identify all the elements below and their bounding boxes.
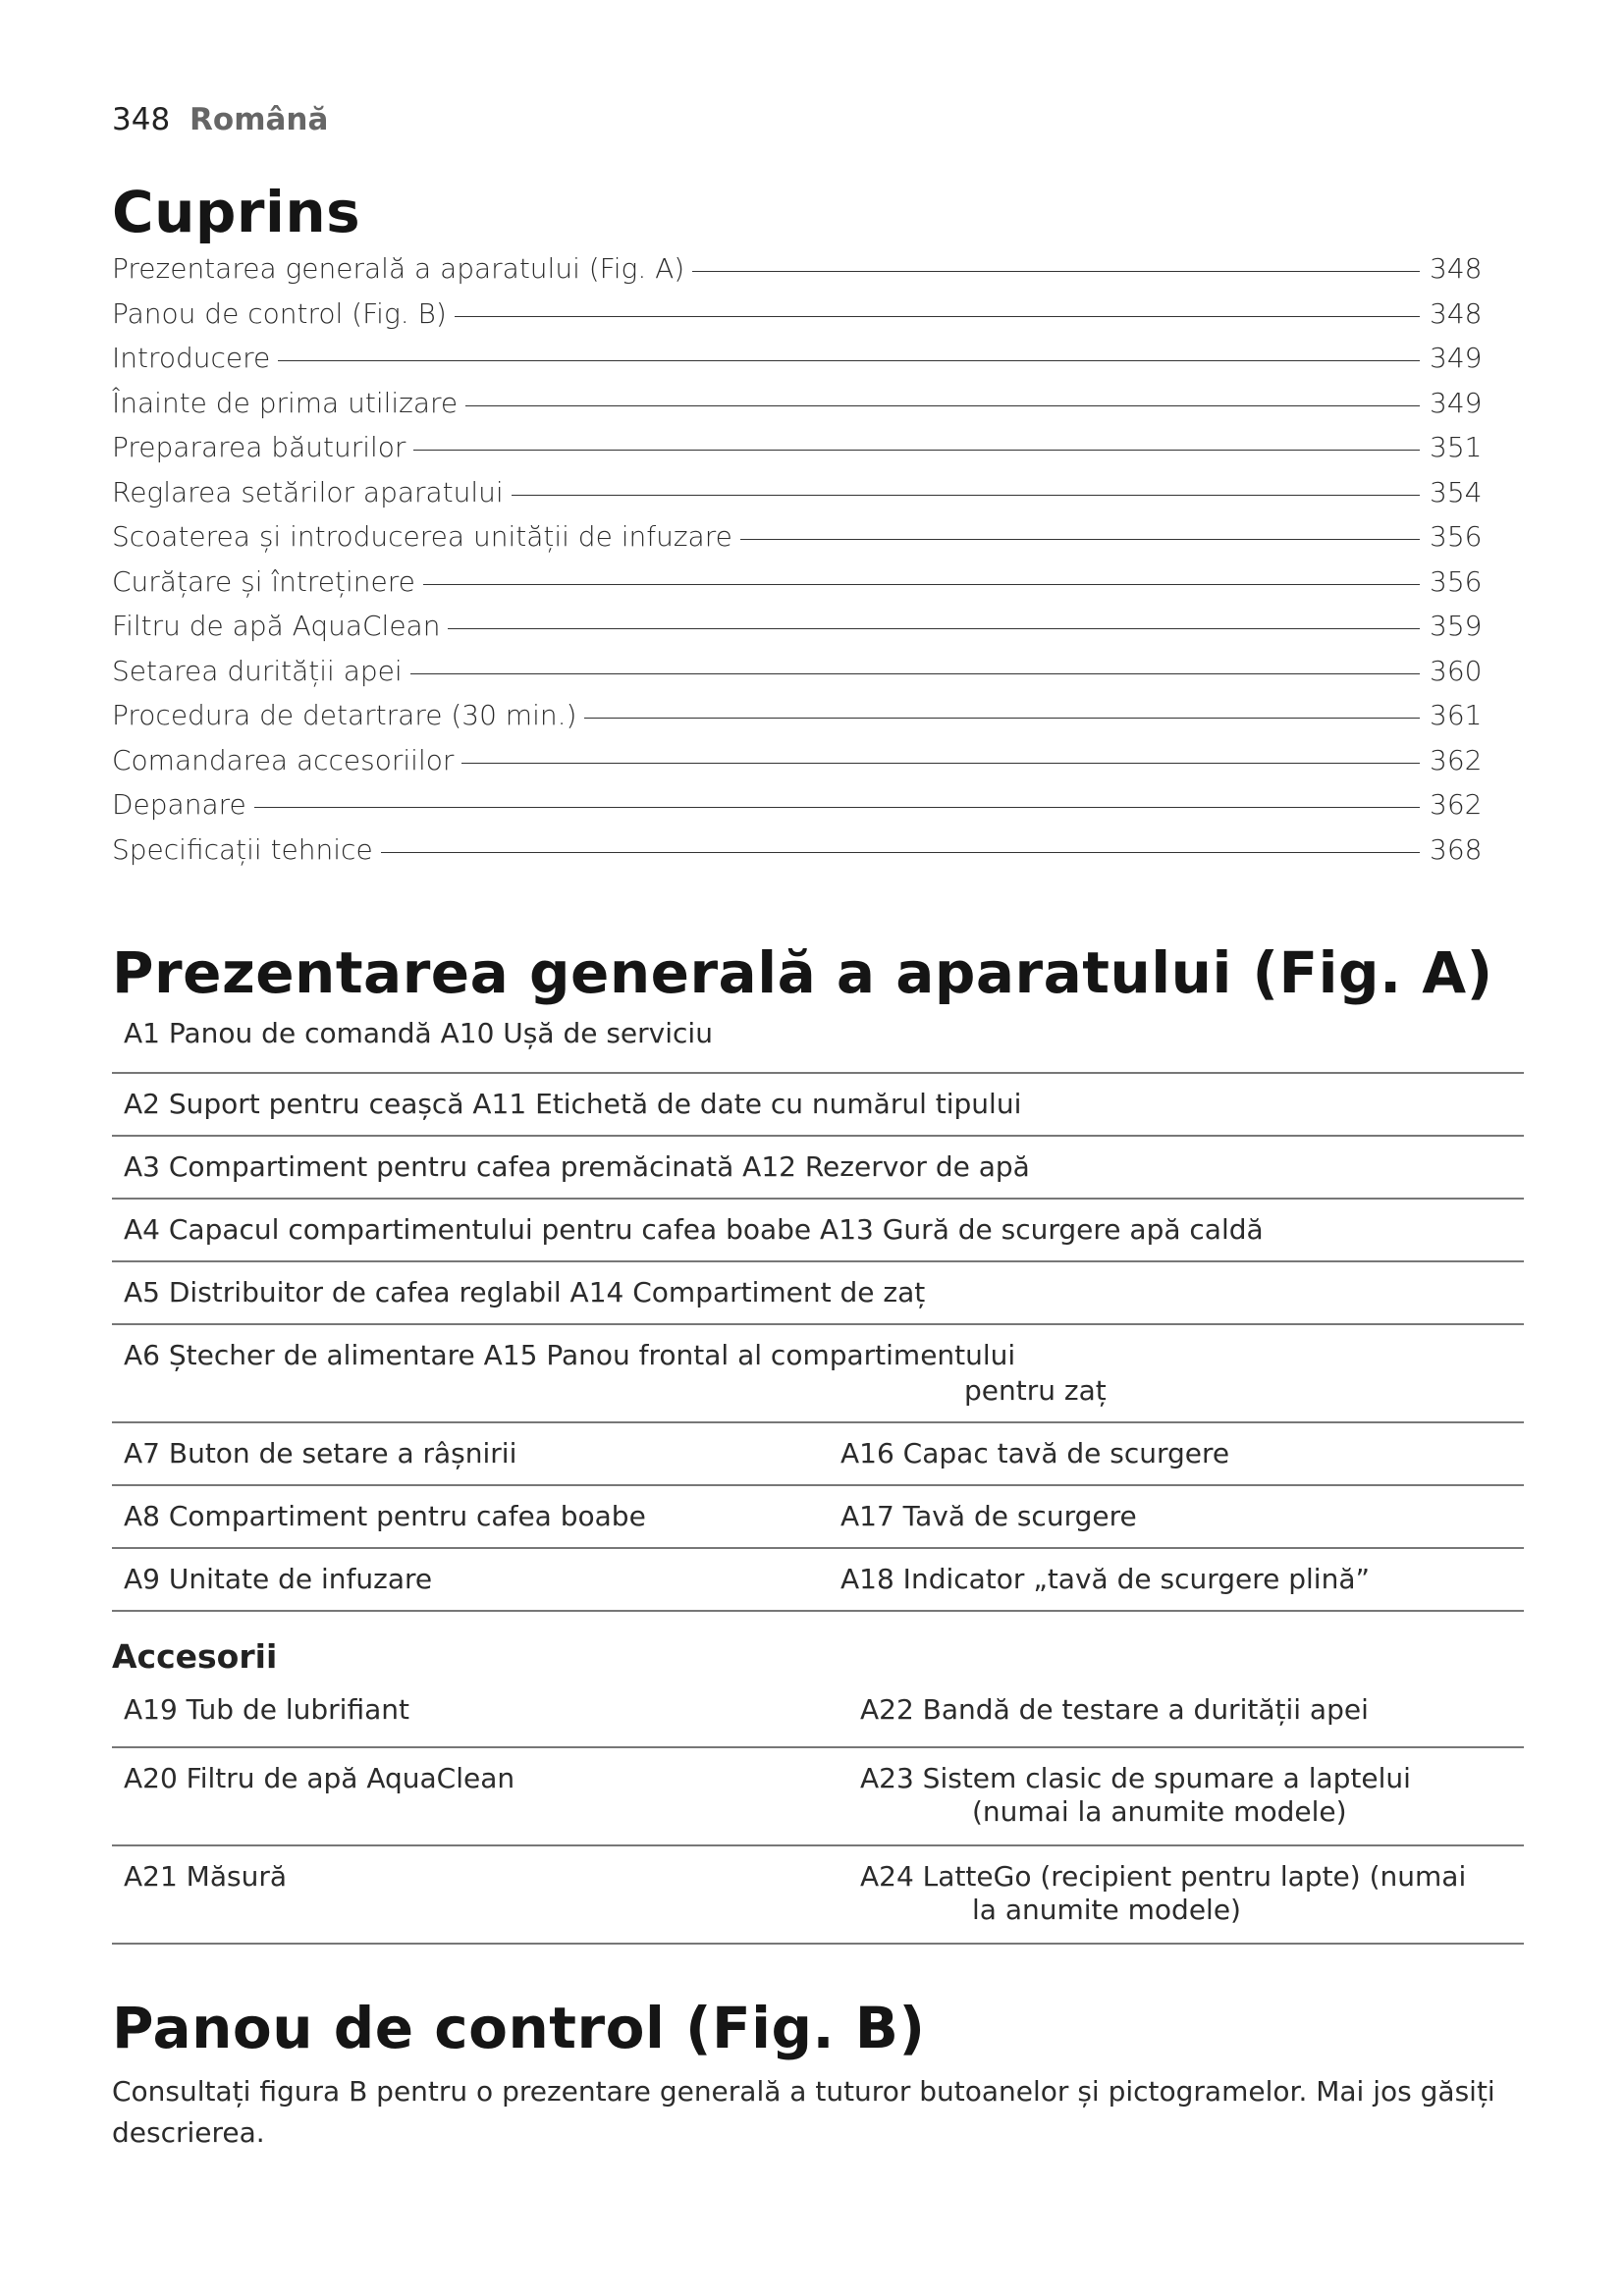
toc-entry [112,564,1483,611]
toc-entry-page: 356 [1430,564,1483,598]
toc-entry-title: Introducere [112,342,271,374]
accessory-item-left: A20 Filtru de apă AquaClean [124,1762,515,1794]
toc-entry-page: 360 [1430,654,1483,687]
toc-entry [112,654,1483,700]
toc-entry [112,386,1483,432]
accessory-row [112,1748,1524,1846]
accessory-item-right: A23 Sistem clasic de spumare a laptelui [860,1762,1411,1794]
toc-title: Cuprins [112,179,361,245]
toc-leader-line [740,539,1420,540]
overview-row [112,1074,1524,1137]
accessories-table [112,1683,1524,1945]
toc-leader-line [461,763,1420,764]
overview-item-continuation: pentru zaț [964,1374,1107,1407]
toc-entry-page: 361 [1430,699,1483,731]
toc-leader-line [254,807,1420,808]
control-panel-title: Panou de control (Fig. B) [112,1995,926,2061]
overview-title: Prezentarea generală a aparatului (Fig. A) [112,939,1493,1006]
toc-entry-page: 362 [1430,743,1483,776]
overview-row [112,1262,1524,1325]
toc-entry [112,431,1483,476]
toc-entry [112,610,1483,655]
toc-entry [112,296,1483,343]
toc-leader-line [512,495,1420,496]
toc-entry-title: Scoaterea și introducerea unității de infuzare [112,520,732,553]
overview-table [112,1011,1524,1612]
page-header [112,102,328,137]
toc-leader-line [278,360,1420,361]
toc-leader-line [692,271,1420,272]
accessory-item-right: A22 Bandă de testare a durității apei [860,1693,1369,1726]
toc-entry [112,743,1483,789]
toc-entry-title: Reglarea setărilor aparatului [112,475,504,508]
table-of-contents [112,252,1483,878]
toc-leader-line [423,584,1420,585]
overview-item-right: A17 Tavă de scurgere [840,1500,1137,1532]
toc-entry [112,520,1483,565]
toc-entry-title: Setarea durității apei [112,654,403,687]
language-label: Română [189,102,329,137]
overview-item: A1 Panou de comandă A10 Ușă de serviciu [124,1017,713,1049]
toc-entry-title: Comandarea accesoriilor [112,743,455,776]
toc-entry-page: 351 [1430,431,1483,463]
overview-item-left: A8 Compartiment pentru cafea boabe [124,1500,646,1532]
toc-entry-title: Filtru de apă AquaClean [112,610,441,642]
toc-entry-title: Procedura de detartrare (30 min.) [112,699,577,731]
overview-row [112,1423,1524,1486]
control-panel-description: Consultați figura B pentru o prezentare generală a tuturor butoanelor și pictogramelor. Mai jos găsiți descrierea. [112,2075,1495,2149]
toc-leader-line [448,628,1420,629]
toc-leader-line [465,405,1420,406]
accessory-row [112,1683,1524,1748]
overview-row [112,1486,1524,1549]
overview-item: A2 Suport pentru ceașcă A11 Etichetă de date cu numărul tipului [124,1088,1022,1120]
overview-row [112,1137,1524,1200]
overview-item: A3 Compartiment pentru cafea premăcinată A12 Rezervor de apă [124,1150,1030,1183]
page-number: 348 [112,102,171,137]
toc-entry-title: Specificații tehnice [112,832,373,866]
overview-item-right: A16 Capac tavă de scurgere [840,1437,1230,1469]
toc-entry-page: 349 [1430,386,1483,419]
overview-item: A5 Distribuitor de cafea reglabil A14 Compartiment de zaț [124,1276,926,1308]
overview-row [112,1549,1524,1612]
toc-entry-page: 359 [1430,610,1483,642]
toc-entry-title: Înainte de prima utilizare [112,386,459,419]
toc-entry [112,832,1483,879]
accessory-row [112,1846,1524,1945]
toc-entry-page: 362 [1430,788,1483,821]
toc-entry-title: Prepararea băuturilor [112,431,406,463]
toc-leader-line [410,673,1420,674]
accessory-item-right-continuation: (numai la anumite modele) [972,1795,1347,1828]
accessory-item-right: A24 LatteGo (recipient pentru lapte) (numai [860,1860,1467,1893]
toc-entry [112,252,1483,297]
overview-row [112,1325,1524,1423]
overview-item-left: A7 Buton de setare a râșnirii [124,1437,517,1469]
toc-entry-page: 368 [1430,832,1483,866]
toc-entry [112,788,1483,833]
toc-entry-title: Depanare [112,788,246,821]
toc-leader-line [413,450,1420,451]
accessory-item-left: A19 Tub de lubrifiant [124,1693,409,1726]
toc-entry-title: Prezentarea generală a aparatului (Fig. A) [112,252,685,285]
toc-entry-page: 356 [1430,520,1483,553]
toc-entry-title: Panou de control (Fig. B) [112,296,447,330]
overview-item: A4 Capacul compartimentului pentru cafea boabe A13 Gură de scurgere apă caldă [124,1213,1264,1246]
overview-item: A6 Ștecher de alimentare A15 Panou frontal al compartimentului [124,1339,1016,1371]
toc-entry-page: 348 [1430,252,1483,285]
toc-entry-title: Curățare și întreținere [112,564,415,598]
toc-leader-line [455,316,1420,317]
toc-entry [112,342,1483,387]
overview-row [112,1011,1524,1074]
toc-entry [112,475,1483,521]
toc-entry-page: 348 [1430,296,1483,330]
toc-entry [112,699,1483,744]
toc-leader-line [381,852,1420,853]
accessories-title: Accesorii [112,1637,278,1676]
overview-row [112,1200,1524,1262]
overview-item-left: A9 Unitate de infuzare [124,1563,433,1595]
overview-item-right: A18 Indicator „tavă de scurgere plină” [840,1563,1370,1595]
accessory-item-right-continuation: la anumite modele) [972,1894,1241,1926]
toc-entry-page: 349 [1430,342,1483,374]
toc-leader-line [584,718,1420,719]
toc-entry-page: 354 [1430,475,1483,508]
accessory-item-left: A21 Măsură [124,1860,288,1893]
